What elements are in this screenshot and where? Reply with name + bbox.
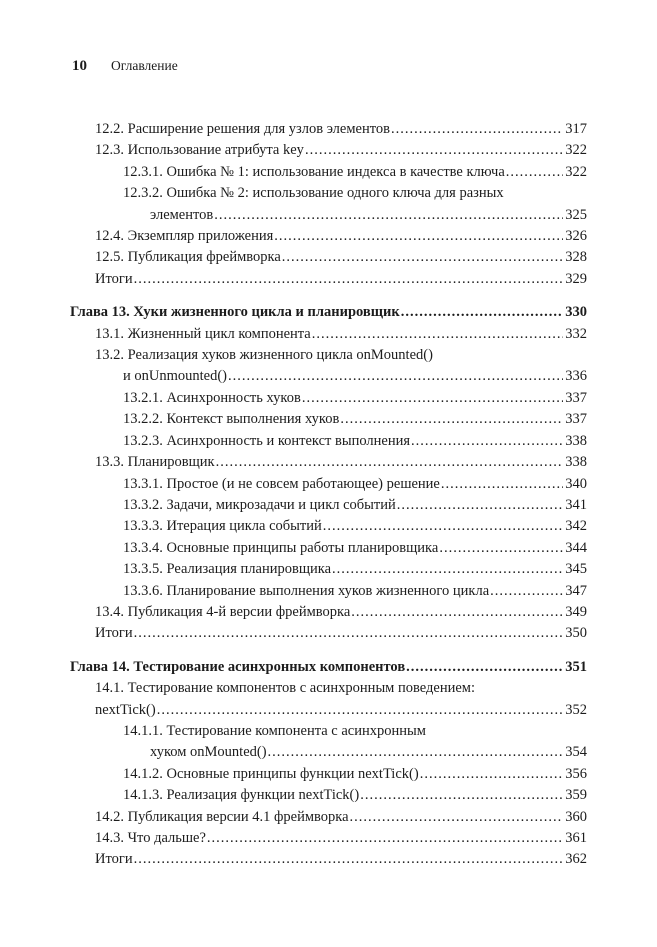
toc-page-number: 350: [565, 625, 587, 642]
toc-page-number: 328: [565, 249, 587, 266]
toc-entry: [70, 119, 587, 140]
dot-leader: [134, 623, 564, 644]
toc-entry: [70, 162, 587, 183]
toc-entry: [70, 247, 587, 268]
folio-page-number: 10: [72, 58, 87, 74]
toc-entry-line: [70, 140, 587, 161]
toc-entry-line: [70, 849, 587, 870]
dot-leader: [216, 452, 564, 473]
toc-entry: [70, 623, 587, 644]
toc-entry-line: [70, 581, 587, 602]
toc-entry: [70, 849, 587, 870]
toc-entry-line: [70, 657, 587, 678]
toc-page-number: 347: [565, 582, 587, 599]
toc-page-number: 359: [565, 787, 587, 804]
toc-entry-line: [70, 366, 587, 387]
toc-page-number: 337: [565, 389, 587, 406]
toc-entry-title: Итоги: [95, 270, 133, 287]
toc-entry-title: 14.1.1. Тестирование компонента с асинхронным: [123, 722, 426, 739]
toc-page-number: 344: [565, 539, 587, 556]
toc-page-number: 329: [565, 270, 587, 287]
toc-page-number: 349: [565, 603, 587, 620]
dot-leader: [268, 742, 564, 763]
dot-leader: [134, 849, 564, 870]
dot-leader: [360, 785, 563, 806]
dot-leader: [157, 700, 564, 721]
toc-entry-line: [70, 678, 587, 699]
toc-entry-line: [70, 516, 587, 537]
toc-entry-line: [70, 302, 587, 323]
dot-leader: [406, 657, 563, 678]
toc-entry-line: [70, 205, 587, 226]
dot-leader: [323, 516, 563, 537]
toc-page-number: 330: [565, 304, 587, 321]
toc-entry: [70, 785, 587, 806]
toc-page-number: 361: [565, 830, 587, 846]
toc-entry-line: [70, 388, 587, 409]
toc-entry: [70, 452, 587, 473]
toc-entry: [70, 602, 587, 623]
toc-chapter-entry: [70, 302, 587, 323]
toc-entry-title: и onUnmounted(): [123, 368, 228, 385]
toc-entry-line: [70, 602, 587, 623]
toc-entry: [70, 764, 587, 785]
toc-entry-title: 13.3.4. Основные принципы работы планировщика: [123, 539, 439, 556]
toc-page-number: 337: [565, 411, 587, 428]
toc-page-number: 360: [565, 808, 587, 825]
dot-leader: [340, 409, 563, 430]
toc-entry: [70, 324, 587, 345]
toc-entry-title: 13.3.6. Планирование выполнения хуков жизненного цикла: [123, 582, 490, 599]
toc-entry-title: 13.3.3. Итерация цикла событий: [123, 518, 322, 535]
toc-entry-line: [70, 452, 587, 473]
toc-entry-line: [70, 226, 587, 247]
toc-entry: [70, 721, 587, 764]
toc-entry: [70, 516, 587, 537]
toc-entry-line: [70, 623, 587, 644]
toc-entry-line: [70, 807, 587, 828]
toc-entry-line: [70, 700, 587, 721]
toc-entry-line: [70, 431, 587, 452]
toc-entry-title: 13.4. Публикация 4-й версии фреймворка: [95, 603, 351, 620]
dot-leader: [350, 807, 564, 828]
toc-entry-title: 12.3. Использование атрибута key: [95, 142, 304, 159]
toc-entry-line: [70, 764, 587, 785]
toc-entry-title: 12.5. Публикация фреймворка: [95, 249, 281, 266]
toc-entry-line: [70, 269, 587, 290]
toc-entry-line: [70, 474, 587, 495]
dot-leader: [207, 828, 563, 849]
toc-entry-line: [70, 742, 587, 763]
dot-leader: [351, 602, 563, 623]
toc-entry-title: Итоги: [95, 851, 133, 868]
toc-chapter-entry: [70, 657, 587, 678]
running-title: Оглавление: [111, 58, 178, 73]
toc-page-number: 342: [565, 518, 587, 535]
toc-page-number: 341: [565, 496, 587, 513]
toc-page-number: 362: [565, 851, 587, 868]
toc-entry-line: [70, 785, 587, 806]
dot-leader: [441, 474, 563, 495]
dot-leader: [302, 388, 563, 409]
toc-entry-title: 12.2. Расширение решения для узлов элементов: [95, 121, 390, 137]
toc-entry-line: [70, 345, 587, 366]
toc-entry-line: [70, 409, 587, 430]
toc-entry-title: 13.2. Реализация хуков жизненного цикла onMounted(): [95, 347, 433, 364]
toc-entry-line: [70, 247, 587, 268]
toc-page-number: 322: [565, 163, 587, 180]
toc-entry-title: 13.1. Жизненный цикл компонента: [95, 325, 311, 342]
toc-entry-title: 13.2.3. Асинхронность и контекст выполнения: [123, 432, 411, 449]
dot-leader: [439, 538, 563, 559]
toc-entry-title: 13.3.5. Реализация планировщика: [123, 561, 332, 578]
toc-page-number: 338: [565, 454, 587, 471]
dot-leader: [391, 119, 563, 140]
toc-page-number: 340: [565, 475, 587, 492]
toc-entry-line: [70, 721, 587, 742]
toc-entry-title: 12.3.2. Ошибка № 2: использование одного ключа для разных: [123, 185, 504, 202]
toc-entry: [70, 807, 587, 828]
toc-entry: [70, 226, 587, 247]
toc-entry: [70, 388, 587, 409]
toc-entry: [70, 474, 587, 495]
dot-leader: [490, 581, 563, 602]
toc-entry-line: [70, 119, 587, 140]
running-head: [0, 0, 657, 75]
dot-leader: [420, 764, 564, 785]
toc-page-number: 326: [565, 228, 587, 245]
dot-leader: [397, 495, 563, 516]
toc-page-number: 336: [565, 368, 587, 385]
toc-entry: [70, 409, 587, 430]
toc-page-number: 354: [565, 744, 587, 761]
toc-entry-line: [70, 162, 587, 183]
toc-entry-line: [70, 324, 587, 345]
toc-page-number: 332: [565, 325, 587, 342]
toc-page-number: 356: [565, 765, 587, 782]
toc-entry-title: Глава 13. Хуки жизненного цикла и планировщик: [70, 304, 400, 321]
dot-leader: [411, 431, 563, 452]
dot-leader: [214, 205, 563, 226]
toc-entry-title: 14.1.2. Основные принципы функции nextTick(): [123, 765, 419, 782]
toc-entry: [70, 581, 587, 602]
toc-entry-title: 13.2.1. Асинхронность хуков: [123, 389, 301, 406]
toc-list: [70, 119, 587, 871]
toc-entry-line: [70, 183, 587, 204]
toc-entry-title: Глава 14. Тестирование асинхронных компонентов: [70, 658, 406, 675]
toc-entry-line: [70, 559, 587, 580]
toc-entry-title: 14.1.3. Реализация функции nextTick(): [123, 787, 360, 804]
toc-entry-line: [70, 495, 587, 516]
toc-entry-title: 12.3.1. Ошибка № 1: использование индекса в качестве ключа: [123, 163, 505, 180]
toc-entry-title: 13.3. Планировщик: [95, 454, 215, 471]
dot-leader: [401, 302, 564, 323]
toc-page-number: 345: [565, 561, 587, 578]
dot-leader: [274, 226, 563, 247]
toc-page-number: 352: [565, 701, 587, 718]
toc-entry-title: nextTick(): [95, 701, 156, 718]
toc-entry: [70, 431, 587, 452]
toc-entry: [70, 183, 587, 226]
toc-entry-title: 14.2. Публикация версии 4.1 фреймворка: [95, 808, 349, 825]
toc-page-number: 325: [565, 206, 587, 223]
toc-entry: [70, 678, 587, 721]
toc-page-number: 322: [565, 142, 587, 159]
toc-entry: [70, 345, 587, 388]
toc-entry-title: элементов: [150, 206, 214, 223]
toc-entry-title: 13.3.1. Простое (и не совсем работающее) решение: [123, 475, 440, 492]
toc-entry-title: 14.1. Тестирование компонентов с асинхронным поведением:: [95, 680, 475, 697]
toc-page-number: 317: [565, 121, 587, 137]
toc-entry-title: Итоги: [95, 625, 133, 642]
dot-leader: [332, 559, 563, 580]
toc-entry-title: 13.3.2. Задачи, микрозадачи и цикл событий: [123, 496, 396, 513]
toc-entry: [70, 559, 587, 580]
dot-leader: [305, 140, 563, 161]
dot-leader: [134, 269, 564, 290]
toc-entry-line: [70, 538, 587, 559]
dot-leader: [506, 162, 563, 183]
dot-leader: [228, 366, 563, 387]
toc-entry: [70, 538, 587, 559]
toc-page-number: 351: [565, 658, 587, 675]
toc-entry-title: 14.3. Что дальше?: [95, 830, 206, 846]
toc-entry: [70, 269, 587, 290]
dot-leader: [282, 247, 563, 268]
toc-entry-line: [70, 828, 587, 849]
dot-leader: [312, 324, 564, 345]
toc-entry: [70, 140, 587, 161]
toc-entry: [70, 828, 587, 849]
toc-entry-title: 12.4. Экземпляр приложения: [95, 228, 274, 245]
toc-entry-title: хуком onMounted(): [150, 744, 267, 761]
toc-entry: [70, 495, 587, 516]
toc-page-number: 338: [565, 432, 587, 449]
toc-entry-title: 13.2.2. Контекст выполнения хуков: [123, 411, 340, 428]
